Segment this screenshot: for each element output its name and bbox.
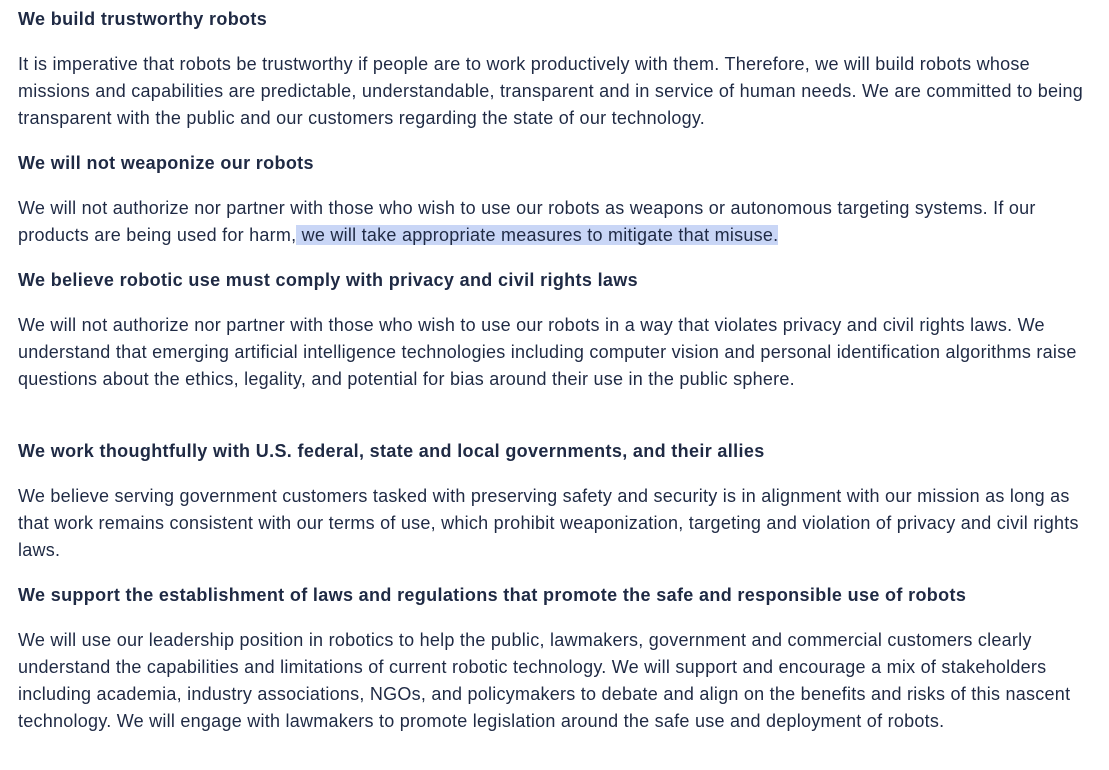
selected-text-highlight[interactable]: we will take appropriate measures to mitigate that misuse. <box>296 225 779 245</box>
section-paragraph-privacy: We will not authorize nor partner with those who wish to use our robots in a way that violates privacy and civil rights laws. We understand that emerging artificial intelligence technologies including computer vision and personal identification algorithms raise questions about the ethics, legality, and potential for bias around their use in the public sphere. <box>18 315 1077 389</box>
section-heading-weaponize: We will not weaponize our robots <box>18 153 314 173</box>
section-paragraph-regulations: We will use our leadership position in robotics to help the public, lawmakers, government and commercial customers clearly understand the capabilities and limitations of current robotic technology. We will support and encourage a mix of stakeholders including academia, industry associations, NGOs, and policymakers to debate and align on the benefits and risks of this nascent technology. We will engage with lawmakers to promote legislation around the safe use and deployment of robots. <box>18 630 1071 731</box>
section-paragraph-trustworthy: It is imperative that robots be trustworthy if people are to work productively with them. Therefore, we will build robots whose missions and capabilities are predictable, understandable, transparent and in service of human needs. We are committed to being transparent with the public and our customers regarding the state of our technology. <box>18 54 1084 128</box>
section-paragraph-weaponize <box>18 195 1103 249</box>
paragraph-text: We will not authorize nor partner with those who wish to use our robots as weapons or autonomous targeting systems. If our products are being used for harm, <box>18 198 1036 245</box>
section-heading-governments: We work thoughtfully with U.S. federal, state and local governments, and their allies <box>18 441 765 461</box>
section-heading-trustworthy: We build trustworthy robots <box>18 9 268 29</box>
section-heading-regulations: We support the establishment of laws and regulations that promote the safe and responsible use of robots <box>18 585 967 605</box>
section-paragraph-governments: We believe serving government customers tasked with preserving safety and security is in alignment with our mission as long as that work remains consistent with our terms of use, which prohibit weaponization, targeting and violation of privacy and civil rights laws. <box>18 486 1079 560</box>
section-heading-privacy: We believe robotic use must comply with privacy and civil rights laws <box>18 270 638 290</box>
